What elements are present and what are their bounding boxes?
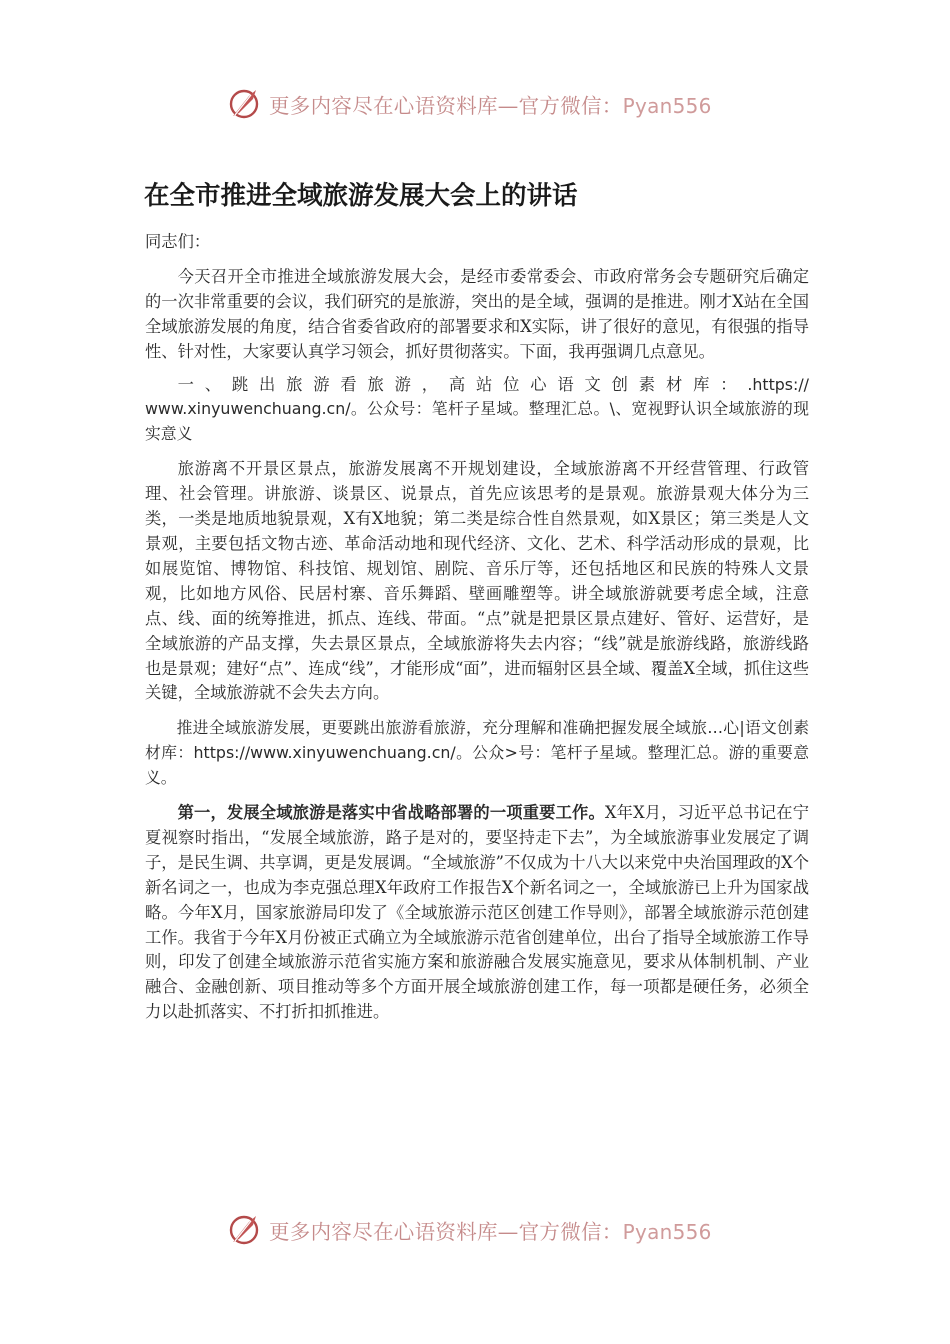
paragraph-first-point: 第一，发展全域旅游是落实中省战略部署的一项重要工作。X年X月，习近平总书记在宁夏视察时指出，“发展全域旅游，路子是对的，要坚持走下去”，为全域旅游事业发展定了调子，是民生调、共享调，更是发展调。“全域旅游”不仅成为十八大以来党中央治国理政的X个新名词之一，也成为李克强总理X年政府工作报告X个新名词之一，全域旅游已上升为国家战略。今年X月，国家旅游局印发了《全域旅游示范区创建工作导则》，部署全域旅游示范创建工作。我省于今年X月份被正式确立为全域旅游示范省创建单位，出台了指导全域旅游工作导则，印发了创建全域旅游示范省实施方案和旅游融合发展实施意见，要求从体制机制、产业融合、金融创新、项目推动等多个方面开展全域旅游创建工作，每一项都是硬任务，必须全力以赴抓落实、不打折扣抓推进。 — [145, 803, 809, 1022]
paragraph-significance: 推进全域旅游发展，更要跳出旅游看旅游，充分理解和准确把握发展全域旅…心|语文创素材库：https://www.xinyuwenchuang.cn/。公众>号：笔杆子星域。整理汇总。游的重要意义。 — [145, 718, 809, 788]
quill-logo-icon — [227, 86, 263, 122]
document-title: 在全市推进全域旅游发展大会上的讲话 — [144, 181, 578, 211]
paragraph-intro: 今天召开全市推进全域旅游发展大会，是经市委常委会、市政府常务会专题研究后确定的一次非常重要的会议，我们研究的是旅游，突出的是全域，强调的是推进。刚才X站在全国全域旅游发展的角度，结合省委省政府的部署要求和X实际，讲了很好的意见，有很强的指导性、针对性，大家要认真学习领会，抓好贯彻落实。下面，我再强调几点意见。 — [145, 266, 809, 361]
banner-text: 更多内容尽在心语资料库—官方微信：Pyan556 — [269, 94, 712, 118]
salutation: 同志们： — [145, 232, 211, 251]
watermark-banner-bottom — [227, 1210, 727, 1250]
watermark-banner-top — [227, 84, 727, 124]
paragraph-landscape: 旅游离不开景区景点，旅游发展离不开规划建设，全域旅游离不开经营管理、行政管理、社会管理。讲旅游、谈景区、说景点，首先应该思考的是景观。旅游景观大体分为三类，一类是地质地貌景观，X有X地貌；第二类是综合性自然景观，如X景区；第三类是人文景观，主要包括文物古迹、革命活动地和现代经济、文化、艺术、科学活动形成的景观，比如展览馆、博物馆、科技馆、规划馆、剧院、音乐厅等，还包括地区和民族的特殊人文景观，比如地方风俗、民居村寨、音乐舞蹈、壁画雕塑等。讲全域旅游就要考虑全域，注意点、线、面的统筹推进，抓点、连线、带面。“点”就是把景区景点建好、管好、运营好，是全域旅游的产品支撑，失去景区景点，全域旅游将失去内容；“线”就是旅游线路，旅游线路也是景观；建好“点”、连成“线”，才能形成“面”，进而辐射区县全域、覆盖X全域，抓住这些关键，全域旅游就不会失去方向。 — [145, 459, 809, 703]
quill-logo-icon — [227, 1212, 263, 1248]
document-body — [145, 230, 809, 1025]
section-heading-1: 一、跳出旅游看旅游，高站位心语文创素材库：.https:// www.xinyuwenchuang.cn/。公众号：笔杆子星域。整理汇总。\、宽视野认识全域旅游的现实意义 — [145, 374, 809, 444]
banner-text: 更多内容尽在心语资料库—官方微信：Pyan556 — [269, 1220, 712, 1244]
